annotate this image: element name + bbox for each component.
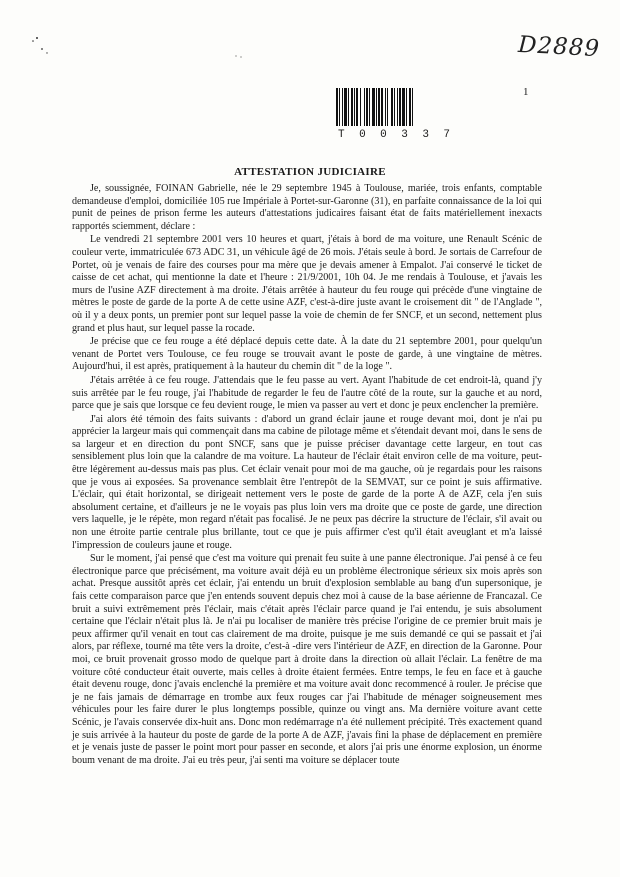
page-number: 1 (523, 86, 529, 98)
paragraph: J'ai alors été témoin des faits suivants : d'abord un grand éclair jaune et rouge devant moi, dont je n'ai pu apprécier la largeur mais qui commençait dans ma cabine de pilotage même et s'étendait devant moi, dans le sens de sa largeur et en direction du pont SNCF, sans que je puisse préciser davantage cette largeur, en tout cas sensiblement plus loin que la calandre de ma voiture. La hauteur de l'éclair était environ celle de ma voiture, peut-être légèrement au-dessus mais pas plus. Cet éclair venait pour moi de ma gauche, où je regardais pour les raisons que je vous ai exposées. Sa provenance semblait être l'entrepôt de la SEMVAT, sur ce point je suis affirmative. L'éclair, qui était horizontal, se dirigeait nettement vers le poste de garde de la porte A de AZF, cela j'en suis absolument certaine, et d'ailleurs je ne le voyais pas plus loin vers ma droite que ce poste de garde, une direction vers laquelle, je le répète, mon regard n'était pas focalisé. Je ne peux pas décrire la structure de l'éclair, s'il avait ou non une étroite partie centrale plus brillante, tout ce que je puis affirmer c'est qu'il était aveuglant et m'a laissé l'impression de couleurs jaune et rouge. (72, 413, 542, 551)
barcode-digit: 3 (422, 129, 429, 141)
paragraph: Je précise que ce feu rouge a été déplacé depuis cette date. À la date du 21 septembre 2001, pour quelqu'un venant de Portet vers Toulouse, ce feu rouge se trouvait avant le poste de garde, à une vingtaine de mètres. Aujourd'hui, il est après, pratiquement à la hauteur du chemin dit " de la loge ". (72, 336, 542, 373)
document-title: ATTESTATION JUDICIAIRE (234, 166, 386, 178)
handwritten-reference: D2889 (517, 31, 601, 63)
barcode-digit: 0 (359, 129, 366, 141)
paragraph: Le vendredi 21 septembre 2001 vers 10 heures et quart, j'étais à bord de ma voiture, une Renault Scénic de couleur verte, immatriculée 673 ADC 31, un véhicule âgé de 26 mois. J'étais seule à bord. Je sortais de Carrefour de Portet, où je venais de faire des courses pour ma mère que je devais amener à Empalot. J'ai conservé le ticket de caisse de cet achat, qui mentionne la date et l'heure : 21/9/2001, 10h 04. Je me rendais à Toulouse, et j'avais les murs de l'usine AZF directement à ma droite. J'étais arrêtée à hauteur du feu rouge qui précède d'une vingtaine de mètres le poste de garde de la porte A de cette usine AZF, c'est-à-dire juste avant le croisement dit " de l'Anglade ", où il y a deux ponts, un premier pont sur lequel passe la voie de chemin de fer SNCF, et un second, nettement plus grand et plus haut, sur lequel passe la rocade. (72, 234, 542, 334)
barcode-number (336, 129, 452, 141)
attestation-body (72, 183, 542, 768)
barcode (336, 88, 452, 141)
barcode-digit: 3 (401, 129, 408, 141)
paragraph: Sur le moment, j'ai pensé que c'est ma voiture qui prenait feu suite à une panne électronique. J'ai pensé à ce feu électronique parce que précisément, ma voiture avait déjà eu un problème électronique sérieux six mois après son achat. Presque aussitôt après cet éclair, j'ai entendu un bruit d'explosion semblable au bang d'un supersonique, je fais cette comparaison parce que j'en entends souvent depuis chez moi à cause de la base aérienne de Francazal. Ce bruit a suivi extrêmement près l'éclair, mais c'était après l'éclair parce quand je l'ai entendu, je suis absolument certaine que l'éclair n'était plus là. Je n'ai pu localiser de manière très précise l'origine de ce premier bruit mais je peux affirmer qu'il venait en tout cas clairement de ma droite, puisque je me suis demandé ce qui se passait et j'ai alors, par réflexe, tourné ma tête vers la droite, c'est-à -dire vers l'intérieur de AZF, en direction de la Garonne. Pour moi, ce bruit provenait grosso modo de quelque part à droite dans la direction où allait l'éclair. La fenêtre de ma voiture côté conducteur était ouverte, mais celles à droite étaient fermées. Entre temps, le feu en face et à gauche était devenu rouge, donc j'avais enclenché la première et ma voiture avait donc recommencé à rouler. Je précise que je ne fais jamais de démarrage en trombe aux feux rouges car j'ai l'habitude de ménager soigneusement mes véhicules pour les faire durer le plus longtemps possible, quinze ou vingt ans. Ma dernière voiture avant cette Scénic, je l'avais conservée dix-huit ans. Donc mon redémarrage n'a été nullement précipité. Très exactement quand je suis arrivée à la hauteur du poste de garde de la porte A de AZF, j'avais fini la phase de déplacement en première et je venais juste de passer le point mort pour passer en seconde, et alors j'ai pris une énorme explosion, un énorme boum venant de ma droite. J'ai eu très peur, j'ai senti ma voiture se déplacer toute (72, 553, 542, 766)
barcode-bar (413, 88, 414, 126)
paragraph: Je, soussignée, FOINAN Gabrielle, née le 29 septembre 1945 à Toulouse, mariée, trois enfants, comptable demandeuse d'emploi, domiciliée 105 rue Impériale à Portet-sur-Garonne (31), en parfaite connaissance de la loi qui punit de peines de prison ferme les auteurs d'attestations judicaires faisant état de faits matériellement inexacts rapportés sciemment, déclare : (72, 183, 542, 232)
barcode-digit: 0 (380, 129, 387, 141)
paragraph: J'étais arrêtée à ce feu rouge. J'attendais que le feu passe au vert. Ayant l'habitude de cet endroit-là, quand j'y suis arrêtée par le feu rouge, j'ai l'habitude de regarder le feu de l'autre côté de la route, sur la gauche et au nord, parce que je sais que lorsque ce feu devient rouge, le mien va passer au vert et donc je peux enclencher la première. (72, 374, 542, 412)
barcode-bars (336, 88, 452, 126)
barcode-digit: T (338, 129, 345, 141)
barcode-digit: 7 (443, 129, 450, 141)
